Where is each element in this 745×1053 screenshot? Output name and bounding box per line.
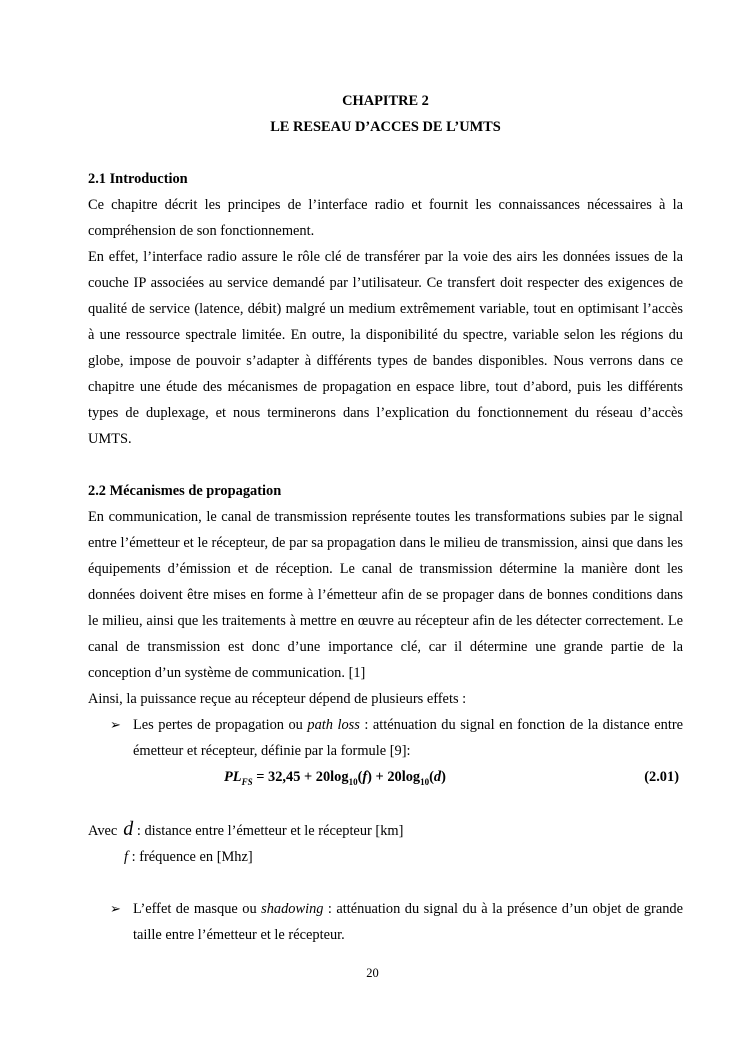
propagation-paragraph: En communication, le canal de transmission représente toutes les transformations subies par le signal entre l’émetteur et le récepteur, de par sa propagation dans le milieu de transmission, ainsi que dans les équipements d’émission et de réception. Le canal de transmission détermine la manière dont les données doivent être mises en forme à l’émetteur afin de se propager dans de bonnes conditions dans le milieu, ainsi que les traitements à mettre en œuvre au récepteur afin de les détecter correctement. Le canal de transmission est donc d’une importance clé, car il détermine une grande partie de la conception d’un système de communication. [1] [88,509,683,681]
bullet-text: : atténuation du signal en fonction de la distance entre émetteur et récepteur, définie par la formule [9]: [133,717,684,759]
bullet-text: Les pertes de propagation ou [133,717,308,733]
spacer [88,870,683,896]
arrow-bullet-icon: ➢ [110,901,121,916]
bullet-shadowing [88,896,683,948]
definition-d: Avec d : distance entre l’émetteur et le récepteur [km] [88,818,404,840]
bullet-term: path loss [307,717,360,733]
bullet-text: L’effet de masque ou [133,901,262,917]
chapter-title: LE RESEAU D’ACCES DE L’UMTS [270,119,501,135]
page-content [88,88,683,948]
section-heading-introduction: 2.1 Introduction [88,171,188,187]
bullet-path-loss [88,712,683,764]
equation-row [88,764,683,790]
bullet-text: : atténuation du signal du à la présence d’un objet de grande taille entre l’émetteur et le récepteur. [133,901,683,943]
definition-f: f : fréquence en [Mhz] [124,849,253,865]
page-number: 20 [366,966,379,980]
spacer [88,140,683,166]
bullet-term: shadowing [261,901,324,917]
section-heading-propagation: 2.2 Mécanismes de propagation [88,483,282,499]
equation-number: (2.01) [644,769,679,785]
intro-paragraph-2: En effet, l’interface radio assure le rôle clé de transférer par la voie des airs les données issues de la couche IP associées au service demandé par l’utilisateur. Ce transfert doit respecter des exigences de qualité de service (latence, débit) malgré un medium extrêmement variable, tout en optimisant l’accès à une ressource spectrale limitée. En outre, la disponibilité du spectre, variable selon les régions du globe, impose de pouvoir s’adapter à différents types de bandes disponibles. Nous verrons dans ce chapitre une étude des mécanismes de propagation en espace libre, tout d’abord, puis les différents types de duplexage, et nous terminerons dans l’explication du fonctionnement du réseau d’accès UMTS. [88,249,683,447]
chapter-number: CHAPITRE 2 [342,93,429,109]
arrow-bullet-icon: ➢ [110,717,121,732]
free-space-path-loss-formula: $PL_{FS} = 32,45 + 20\log_{10}(f) + 20\log_{10}(d)$ [224,769,446,787]
spacer [88,452,683,478]
intro-paragraph-1: Ce chapitre décrit les principes de l’interface radio et fournit les connaissances nécessaires à la compréhension de son fonctionnement. [88,197,683,239]
effects-intro: Ainsi, la puissance reçue au récepteur dépend de plusieurs effets : [88,691,467,707]
